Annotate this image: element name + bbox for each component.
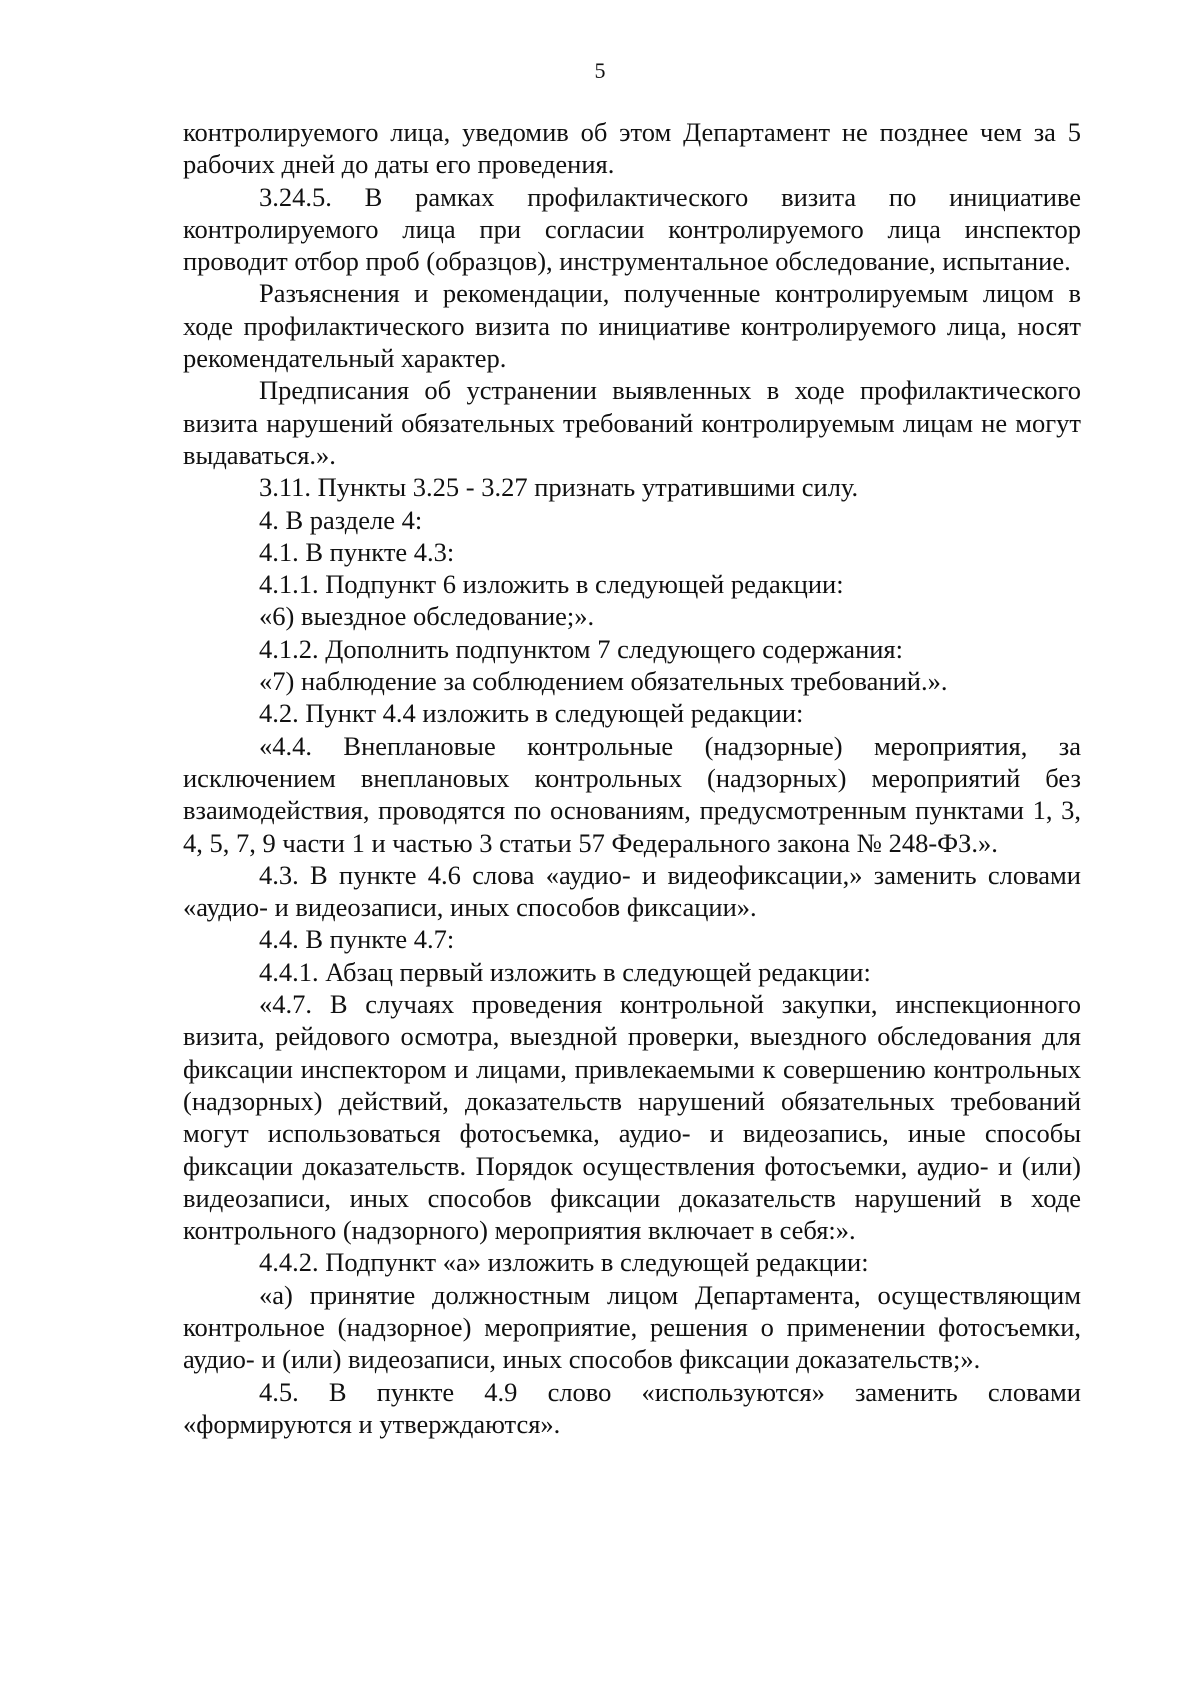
paragraph: «а) принятие должностным лицом Департамента, осуществляющим контрольное (надзорное) мероприятие, решения о применении фотосъемки, аудио- и (или) видеозаписи, иных способов фиксации доказательств;». (183, 1279, 1081, 1375)
page-number: 5 (594, 58, 606, 83)
paragraph: «6) выездное обследование;». (259, 601, 595, 632)
paragraph: 3.24.5. В рамках профилактического визита по инициативе контролируемого лица при согласии контролируемого лица инспектор проводит отбор проб (образцов), инструментальное обследование, испытание. (183, 181, 1081, 277)
paragraph: 4. В разделе 4: (259, 504, 423, 535)
paragraph: 4.1.1. Подпункт 6 изложить в следующей редакции: (259, 569, 844, 600)
paragraph: Предписания об устранении выявленных в ходе профилактического визита нарушений обязательных требований контролируемым лицам не могут выдаваться.». (183, 375, 1081, 470)
paragraph: 4.1.2. Дополнить подпунктом 7 следующего содержания: (259, 633, 903, 664)
paragraph: «4.4. Внеплановые контрольные (надзорные) мероприятия, за исключением внеплановых контрольных (надзорных) мероприятий без взаимодействия, проводятся по основаниям, предусмотренным пунктами 1, 3, 4, 5, 7, 9 части 1 и частью 3 статьи 57 Федерального закона № 248-ФЗ.». (183, 730, 1081, 858)
paragraph: 3.11. Пункты 3.25 - 3.27 признать утратившими силу. (259, 472, 859, 503)
paragraph: 4.4.2. Подпункт «а» изложить в следующей редакции: (259, 1247, 869, 1278)
paragraph: 4.4.1. Абзац первый изложить в следующей редакции: (259, 956, 871, 987)
document-body (183, 116, 1081, 1440)
paragraph: 4.3. В пункте 4.6 слова «аудио- и видеофиксации,» заменить словами «аудио- и видеозаписи, иных способов фиксации». (183, 859, 1081, 923)
paragraph: 4.2. Пункт 4.4 изложить в следующей редакции: (259, 698, 804, 729)
paragraph: Разъяснения и рекомендации, полученные контролируемым лицом в ходе профилактического визита по инициативе контролируемого лица, носят рекомендательный характер. (183, 278, 1081, 374)
paragraph: «7) наблюдение за соблюдением обязательных требований.». (259, 666, 948, 697)
paragraph: 4.1. В пункте 4.3: (259, 536, 455, 567)
paragraph: 4.5. В пункте 4.9 слово «используются» заменить словами «формируются и утверждаются». (183, 1376, 1081, 1439)
paragraph: «4.7. В случаях проведения контрольной закупки, инспекционного визита, рейдового осмотра, выездной проверки, выездного обследования для фиксации инспектором и лицами, привлекаемыми к совершению контрольных (надзорных) действий, доказательств нарушений обязательных требований могут использоваться фотосъемка, аудио- и видеозапись, иные способы фиксации доказательств. Порядок осуществления фотосъемки, аудио- и (или) видеозаписи, иных способов фиксации доказательств нарушений в ходе контрольного (надзорного) мероприятия включает в себя:». (183, 989, 1081, 1246)
paragraph: 4.4. В пункте 4.7: (259, 924, 455, 955)
paragraph: контролируемого лица, уведомив об этом Департамент не позднее чем за 5 рабочих дней до даты его проведения. (183, 117, 1081, 180)
